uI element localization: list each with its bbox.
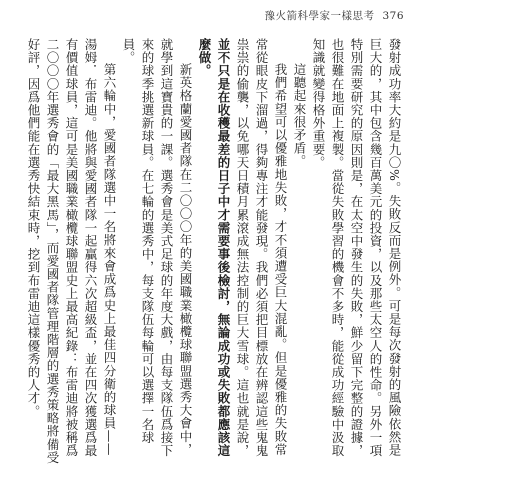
- paragraph-2: [290, 38, 309, 468]
- paragraph-1: [309, 38, 404, 468]
- paragraph-text: 新英格蘭愛國者隊在二〇〇〇年的美國職業橄欖球聯盟選秀大會中，就學到這寶貴的一課。選秀會是美式足球的年度大戲，由每支隊伍爲接下來的球季挑選新球員。在七輪的選秀中，每支隊伍每輪可以選擇一名球員。: [121, 38, 193, 458]
- paragraph-text: 我們希望可以優雅地失敗，才不須遭受巨大混亂。但是優雅的失敗常常從眼皮下溜過，得夠專注才能發現。我們必須把目標放在辨認這些鬼鬼祟祟的偷襲，以免哪天日積月累滾成無法控制的巨大雪球。這也就是說，: [235, 38, 288, 458]
- vertical-body-text: [26, 38, 404, 468]
- page-number: 376: [382, 10, 404, 22]
- paragraph-5: [24, 38, 119, 468]
- book-title: 豫火箭科學家一樣思考: [264, 10, 375, 22]
- paragraph-text: 發射成功率大約是九〇%。失敗反而是例外。可是每次發射的風險依然是巨大的，其中包含幾百萬美元的投資，以及那些太空人的性命。另外一項特別需要研究的原因則是，在太空中發生的失敗，鮮少留下完整的證據，也很難在地面上複製。當從失敗學習的機會不多時，能從成功經驗中汲取知識就變得格外重要。: [311, 38, 402, 458]
- paragraph-text: 第六輪中，愛國者隊選中一名將來會成爲史上最佳四分衛的球員——湯姆．布雷迪。他將與愛國者隊一起贏得六次超級盃，並在四次獲選爲最有價值球員，這可是美國職業橄欖球聯盟史上最高紀錄：布雷迪將被稱爲二〇〇〇年選秀會的「最大黑馬」，而愛國者隊管理階層的選秀策略將備受好評，因爲他們能在選秀快結束時，挖到布雷迪這樣優秀的人才。: [26, 38, 117, 465]
- running-header: [264, 8, 404, 23]
- paragraph-4: [119, 38, 195, 468]
- bold-emphasis: 並不只是在收穫最差的日子中才需要事後檢討，無論成功或失敗都應該這麼做。: [197, 38, 231, 458]
- paragraph-text: 這聽起來很矛盾。: [292, 63, 307, 168]
- paragraph-3: [195, 38, 290, 468]
